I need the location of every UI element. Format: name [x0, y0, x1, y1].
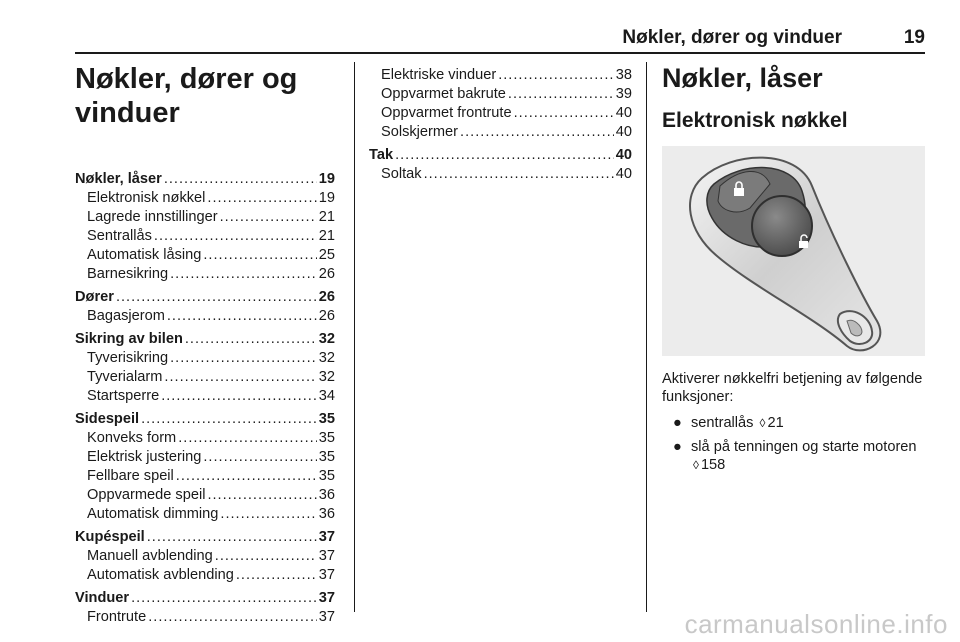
toc-chapter-entry[interactable] — [75, 410, 335, 429]
key-fob — [690, 158, 880, 351]
toc-column-1 — [75, 62, 335, 627]
toc-leader-dots — [170, 349, 317, 368]
toc-leader-dots — [203, 246, 316, 265]
toc-chapter-entry[interactable] — [369, 146, 632, 165]
toc-entry[interactable] — [75, 448, 335, 467]
toc-entry-label: Oppvarmet bakrute — [381, 86, 506, 102]
column-divider — [646, 62, 647, 612]
list-item — [662, 414, 925, 432]
toc-entry[interactable] — [75, 608, 335, 627]
toc-entry-page: 37 — [318, 548, 335, 564]
cross-reference-page[interactable]: 21 — [767, 415, 784, 431]
toc-entry[interactable] — [75, 387, 335, 406]
toc-entry-label: Oppvarmet frontrute — [381, 105, 512, 121]
toc-leader-dots — [167, 307, 317, 326]
toc-entry-label: Fellbare speil — [87, 468, 174, 484]
cross-reference-icon: ◊ — [759, 416, 766, 430]
watermark: carmanualsonline.info — [684, 609, 948, 639]
toc-entry-page: 38 — [615, 67, 632, 83]
bullet-icon: ● — [673, 415, 682, 431]
content-column — [662, 62, 925, 480]
toc-entry[interactable] — [75, 246, 335, 265]
toc-entry-label: Dører — [75, 289, 114, 305]
toc-entry-page: 26 — [318, 308, 335, 324]
intro-paragraph: Aktiverer nøkkelfri betjening av følgende funksjoner: — [662, 371, 923, 405]
subsection-title: Elektronisk nøkkel — [662, 109, 848, 132]
toc-entry-page: 40 — [615, 166, 632, 182]
toc-entry-page: 19 — [318, 190, 335, 206]
toc-entry-page: 40 — [615, 105, 632, 121]
toc-leader-dots — [395, 146, 614, 165]
toc-leader-dots — [215, 547, 317, 566]
toc-leader-dots — [164, 170, 317, 189]
toc-entry-page: 36 — [318, 506, 335, 522]
toc-leader-dots — [498, 66, 614, 85]
toc-entry-label: Elektriske vinduer — [381, 67, 497, 83]
toc-entry[interactable] — [75, 189, 335, 208]
toc-entry[interactable] — [75, 429, 335, 448]
toc-entry-label: Solskjermer — [381, 124, 459, 140]
toc-entry[interactable] — [75, 265, 335, 284]
toc-leader-dots — [220, 505, 316, 524]
toc-entry-label: Automatisk dimming — [87, 506, 219, 522]
cross-reference-page[interactable]: 158 — [700, 457, 726, 473]
toc-entry-page: 34 — [318, 388, 335, 404]
toc-entry-label: Automatisk låsing — [87, 247, 202, 263]
table-of-contents — [75, 170, 335, 627]
toc-entry[interactable] — [75, 227, 335, 246]
toc-entry[interactable] — [75, 486, 335, 505]
toc-entry-label: Kupéspeil — [75, 529, 145, 545]
toc-entry-page: 39 — [615, 86, 632, 102]
toc-entry-page: 35 — [318, 411, 335, 427]
toc-entry-label: Manuell avblending — [87, 548, 213, 564]
toc-leader-dots — [161, 387, 317, 406]
toc-entry-page: 37 — [318, 529, 335, 545]
toc-entry-page: 40 — [615, 124, 632, 140]
toc-chapter-entry[interactable] — [75, 170, 335, 189]
toc-entry-page: 25 — [318, 247, 335, 263]
toc-leader-dots — [176, 467, 317, 486]
toc-leader-dots — [154, 227, 317, 246]
toc-entry[interactable] — [75, 368, 335, 387]
toc-entry[interactable] — [75, 307, 335, 326]
toc-entry[interactable] — [369, 165, 632, 184]
toc-leader-dots — [424, 165, 614, 184]
toc-entry-page: 32 — [318, 331, 335, 347]
toc-entry-page: 21 — [318, 228, 335, 244]
toc-entry[interactable] — [75, 505, 335, 524]
toc-leader-dots — [460, 123, 614, 142]
toc-leader-dots — [203, 448, 316, 467]
toc-entry-label: Sidespeil — [75, 411, 140, 427]
toc-entry-label: Barnesikring — [87, 266, 169, 282]
toc-entry-page: 37 — [318, 590, 335, 606]
page-number: 19 — [903, 27, 925, 48]
toc-entry-page: 36 — [318, 487, 335, 503]
toc-leader-dots — [514, 104, 614, 123]
toc-entry-page: 32 — [318, 369, 335, 385]
toc-entry-label: Tyverialarm — [87, 369, 163, 385]
toc-entry-label: Startsperre — [87, 388, 160, 404]
bullet-text: sentrallås — [691, 415, 754, 431]
toc-entry-label: Automatisk avblending — [87, 567, 234, 583]
key-fob-drawing — [662, 146, 925, 356]
toc-entry-page: 35 — [318, 430, 335, 446]
toc-leader-dots — [178, 429, 317, 448]
toc-entry-page: 26 — [318, 289, 335, 305]
toc-entry-page: 32 — [318, 350, 335, 366]
toc-entry-label: Sentrallås — [87, 228, 152, 244]
toc-entry-label: Lagrede innstillinger — [87, 209, 218, 225]
chapter-title-line-2: vinduer — [75, 97, 180, 129]
toc-leader-dots — [147, 528, 317, 547]
running-header-title: Nøkler, dører og vinduer — [622, 27, 842, 48]
electronic-key-illustration — [662, 146, 925, 356]
toc-entry-label: Elektronisk nøkkel — [87, 190, 206, 206]
list-item — [662, 438, 925, 474]
toc-entry-page: 19 — [318, 171, 335, 187]
toc-leader-dots — [170, 265, 317, 284]
toc-entry[interactable] — [75, 566, 335, 585]
toc-chapter-entry[interactable] — [75, 330, 335, 349]
toc-entry-page: 35 — [318, 449, 335, 465]
toc-entry-label: Oppvarmede speil — [87, 487, 206, 503]
toc-column-2 — [369, 66, 632, 184]
toc-entry-page: 37 — [318, 567, 335, 583]
section-title: Nøkler, låser — [662, 63, 823, 93]
toc-leader-dots — [207, 189, 316, 208]
chapter-title — [75, 62, 335, 130]
toc-entry[interactable] — [369, 66, 632, 85]
toc-leader-dots — [220, 208, 317, 227]
toc-entry-page: 21 — [318, 209, 335, 225]
toc-entry-page: 40 — [615, 147, 632, 163]
toc-entry-label: Nøkler, låser — [75, 171, 162, 187]
toc-entry[interactable] — [75, 467, 335, 486]
toc-entry-page: 37 — [318, 609, 335, 625]
toc-entry-label: Sikring av bilen — [75, 331, 183, 347]
bullet-icon: ● — [673, 439, 682, 455]
toc-leader-dots — [141, 410, 317, 429]
toc-leader-dots — [185, 330, 317, 349]
table-of-contents-continued — [369, 66, 632, 184]
bullet-text: slå på tenningen og starte motoren — [691, 439, 917, 455]
toc-leader-dots — [207, 486, 316, 505]
toc-chapter-entry[interactable] — [75, 528, 335, 547]
cross-reference-icon: ◊ — [693, 458, 699, 472]
toc-entry-label: Tak — [369, 147, 394, 163]
toc-entry[interactable] — [75, 547, 335, 566]
toc-entry-label: Vinduer — [75, 590, 130, 606]
toc-entry[interactable] — [369, 123, 632, 142]
toc-entry-label: Frontrute — [87, 609, 147, 625]
chapter-title-line-1: Nøkler, dører og — [75, 63, 298, 95]
toc-entry-label: Soltak — [381, 166, 422, 182]
toc-entry-label: Tyverisikring — [87, 350, 169, 366]
toc-entry-label: Konveks form — [87, 430, 177, 446]
column-divider — [354, 62, 355, 612]
toc-leader-dots — [236, 566, 317, 585]
toc-leader-dots — [164, 368, 316, 387]
toc-entry[interactable] — [75, 208, 335, 227]
toc-entry-label: Bagasjerom — [87, 308, 165, 324]
toc-entry[interactable] — [75, 349, 335, 368]
function-list — [662, 414, 925, 474]
toc-leader-dots — [131, 589, 317, 608]
toc-entry-page: 26 — [318, 266, 335, 282]
toc-entry-label: Elektrisk justering — [87, 449, 202, 465]
toc-leader-dots — [148, 608, 317, 627]
toc-leader-dots — [116, 288, 317, 307]
toc-leader-dots — [508, 85, 614, 104]
toc-chapter-entry[interactable] — [75, 288, 335, 307]
header-rule — [75, 52, 925, 54]
toc-entry[interactable] — [369, 85, 632, 104]
toc-entry-page: 35 — [318, 468, 335, 484]
toc-chapter-entry[interactable] — [75, 589, 335, 608]
toc-entry[interactable] — [369, 104, 632, 123]
